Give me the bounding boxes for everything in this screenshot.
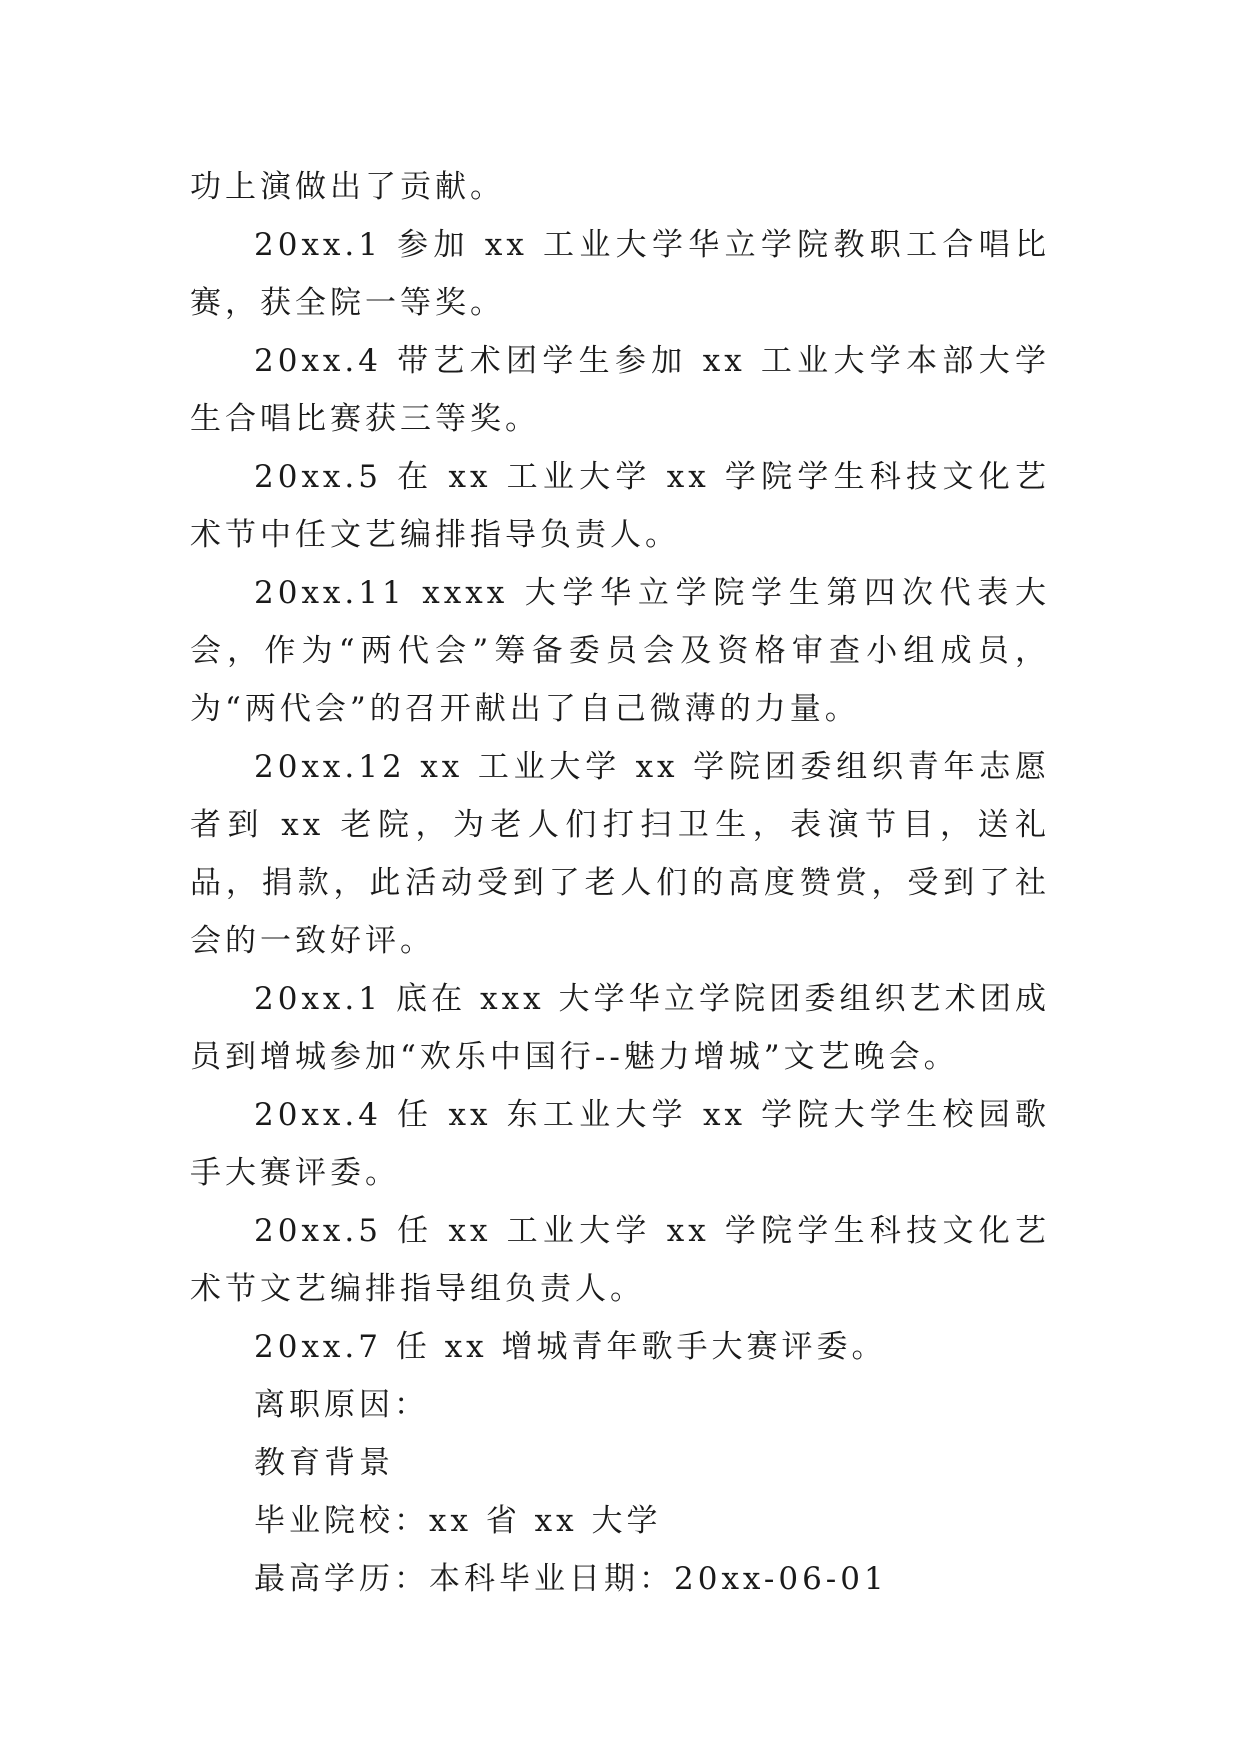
paragraph-art-festival-team-lead: 20xx.5 任 xx 工业大学 xx 学院学生科技文化艺术节文艺编排指导组负责人。 — [190, 1213, 1050, 1307]
paragraph-continuation: 功上演做出了贡献。 — [190, 169, 505, 205]
paragraph-graduation-school: 毕业院校：xx 省 xx 大学 — [254, 1503, 662, 1539]
paragraph-leaving-reason: 离职原因： — [254, 1387, 429, 1423]
paragraph-highest-degree: 最高学历：本科毕业日期：20xx-06-01 — [254, 1561, 888, 1597]
paragraph-education-heading: 教育背景 — [254, 1445, 394, 1481]
paragraph-art-festival-lead: 20xx.5 在 xx 工业大学 xx 学院学生科技文化艺术节中任文艺编排指导负责人。 — [190, 459, 1050, 553]
paragraph-gala-performance: 20xx.1 底在 xxx 大学华立学院团委组织艺术团成员到增城参加“欢乐中国行--魅力增城”文艺晚会。 — [190, 981, 1050, 1075]
paragraph-choir-contest: 20xx.1 参加 xx 工业大学华立学院教职工合唱比赛，获全院一等奖。 — [190, 227, 1050, 321]
paragraph-singer-contest-judge: 20xx.4 任 xx 东工业大学 xx 学院大学生校园歌手大赛评委。 — [190, 1097, 1050, 1191]
paragraph-art-troupe-contest: 20xx.4 带艺术团学生参加 xx 工业大学本部大学生合唱比赛获三等奖。 — [190, 343, 1050, 437]
paragraph-volunteer-activity: 20xx.12 xx 工业大学 xx 学院团委组织青年志愿者到 xx 老院，为老人们打扫卫生，表演节目，送礼品，捐款，此活动受到了老人们的高度赞赏，受到了社会的一致好评。 — [190, 749, 1050, 959]
document-body — [190, 158, 1050, 1608]
paragraph-student-congress: 20xx.11 xxxx 大学华立学院学生第四次代表大会，作为“两代会”筹备委员会及资格审查小组成员，为“两代会”的召开献出了自己微薄的力量。 — [190, 575, 1050, 727]
paragraph-youth-singer-judge: 20xx.7 任 xx 增城青年歌手大赛评委。 — [254, 1329, 887, 1365]
